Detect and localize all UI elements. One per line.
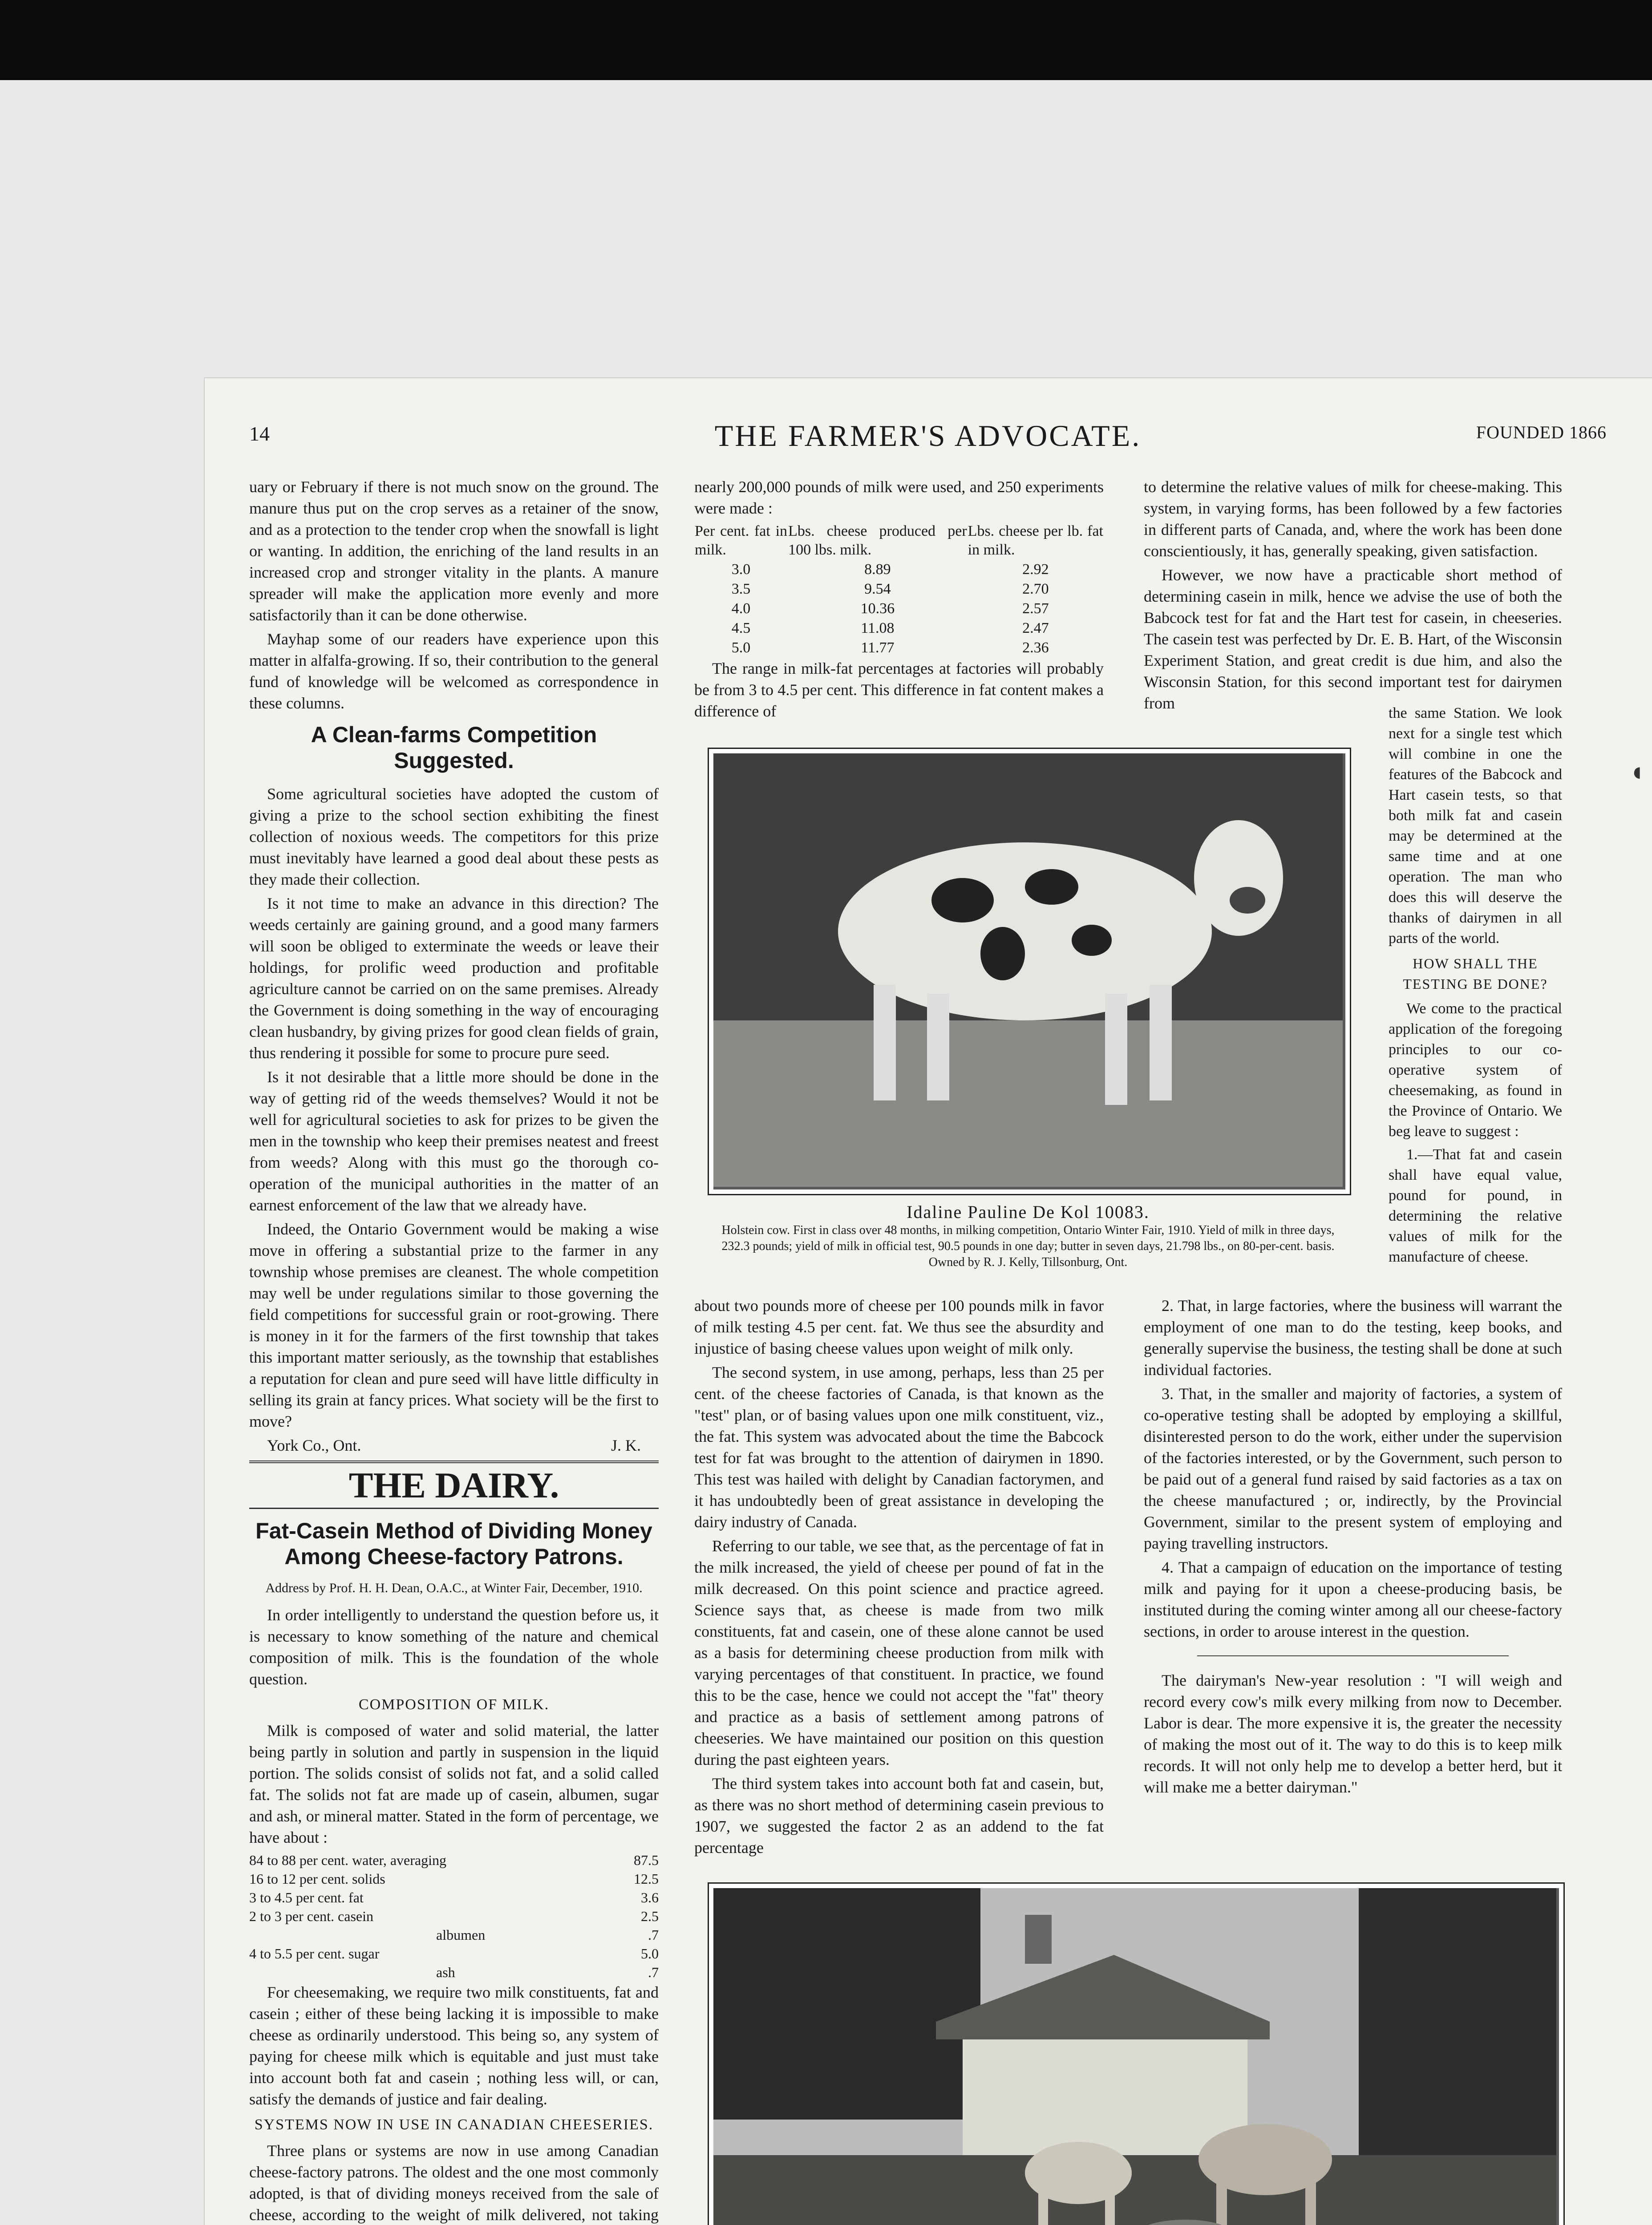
fat-casein-headline: Fat-Casein Method of Dividing Money Among Cheese-factory Patrons. [255,1518,652,1569]
page-number: 14 [249,422,270,445]
paragraph: Is it not desirable that a little more should be done in the way of getting rid of the weeds themselves? Would it not be well for agricultural societies to ask for prizes to be given the men in the township who keep their premises neatest and freest from weeds? Along with this must go the thorough co-operation of the municipal authorities in the matter of an earnest enforcement of the law that we already have. [249,1068,659,1214]
paragraph: to determine the relative values of milk for cheese-making. This system, in varying forms, has been followed by a few factories in different parts of Canada, and, where the work has been done conscientiously, it has, generally speaking, given satisfaction. [1144,478,1562,560]
paragraph: 2. That, in large factories, where the business will warrant the employment of one man to do the testing, keep books, and generally supervise the business, the testing shall be done at such individual factories. [1144,1297,1562,1379]
column-2-continued [694,1295,1104,1861]
paragraph: uary or February if there is not much snow on the ground. The manure thus put on the crop serves as a retainer of the snow, and as a protection to the tender crop when the snowfall is light or wanting. In addition, the enriching of the land results in an increased crop and stronger vitality in the plants. A manure spreader will make the application more evenly and more satisfactorily than it can be done otherwise. [249,478,659,624]
composition-row: 4 to 5.5 per cent. sugar 5.0 [249,1946,659,1962]
column-3-top [1144,476,1562,716]
composition-row: 16 to 12 per cent. solids 12.5 [249,1871,659,1887]
masthead-title: THE FARMER'S ADVOCATE. [714,419,1142,453]
composition-row: 84 to 88 per cent. water, averaging 87.5 [249,1852,659,1868]
page-header [249,414,1607,467]
systems-heading: SYSTEMS NOW IN USE IN CANADIAN CHEESERIES. [254,2116,654,2133]
photo1-title: Idaline Pauline De Kol 10083. [907,1202,1150,1222]
paragraph: nearly 200,000 pounds of milk were used, and 250 experiments were made : [694,478,1104,517]
paragraph: Some agricultural societies have adopted the custom of giving a prize to the school section exhibiting the finest collection of noxious weeds. The competitors for this prize must inevitably have learned a good deal about these pests as they made their collection. [249,785,659,888]
table-header: Per cent. fat in milk. [695,523,788,558]
paragraph: 4. That a campaign of education on the importance of testing milk and paying for it upon a cheese-producing basis, be instituted during the coming winter among all our cheese-factory sections, in order to arouse interest in the question. [1144,1558,1562,1640]
paragraph: 1.—That fat and casein shall have equal value, pound for pound, in determining the relative values of milk for the manufacture of cheese. [1389,1146,1562,1265]
paragraph: In order intelligently to understand the question before us, it is necessary to know something of the nature and chemical composition of milk. This is the foundation of the whole question. [249,1606,659,1688]
holstein-cow-photo [708,748,1351,1195]
paragraph: Milk is composed of water and solid material, the latter being partly in solution and partly in suspension in the liquid portion. The solids consist of solids not fat, and a solid called fat. The solids not fat are made up of casein, albumen, sugar and ash, or mineral matter. Stated in the form of percentage, we have about : [249,1722,659,1846]
address-byline: Address by Prof. H. H. Dean, O.A.C., at Winter Fair, December, 1910. [265,1581,643,1595]
founded-line: FOUNDED 1866 [1476,422,1607,442]
composition-row: 2 to 3 per cent. casein 2.5 [249,1908,659,1924]
table-row: 5.0 11.77 2.36 [731,639,1049,656]
table-header: Lbs. cheese per lb. fat in milk. [968,523,1103,558]
composition-row: albumen .7 [436,1927,659,1943]
paragraph: Is it not time to make an advance in this direction? The weeds certainly are gaining ground, and a good many farmers will soon be obliged to exterminate the weeds or leave their holdings, for prolific weed production and profitable agriculture cannot be carried on on the same premises. Already the Government is doing something in the way of encouraging clean husbandry, by giving prizes for good clean fields of grain, thus rendering it possible for some to procure pure seed. [249,894,659,1062]
column-2-top [694,476,1104,724]
column-3-narrow [1389,703,1562,1270]
clean-farms-headline: A Clean-farms Competition Suggested. [311,722,597,773]
column-3-continued [1144,1295,1562,1800]
photo1-caption [708,1202,1348,1270]
paragraph: Mayhap some of our readers have experience upon this matter in alfalfa-growing. If so, their contribution to the general fund of knowledge will be welcomed as correspondence in these columns. [249,630,659,712]
jersey-jewels-photo [708,1882,1565,2225]
signature-initials: J. K. [611,1436,641,1454]
paragraph: The dairyman's New-year resolution : "I will weigh and record every cow's milk every milking from now to December. Labor is dear. The more expensive it is, the greater the necessity of making the most out of it. The way to do this is to keep milk records. It will not only help me to develop a better herd, but it will make me a better dairyman." [1144,1671,1562,1796]
photo1-caption-text: Holstein cow. First in class over 48 months, in milking competition, Ontario Winter Fair, 1910. Yield of milk in three days, 232.3 pounds; yield of milk in official test, 90.5 pounds in one day; butter in seven days, 21.798 lbs., on 80-per-cent. basis. Owned by R. J. Kelly, Tillsonburg, Ont. [721,1223,1335,1269]
newspaper-page [205,378,1652,2225]
edge-artifact: ◖ [1629,757,1645,786]
composition-table [249,1851,659,1982]
paragraph: We come to the practical application of the foregoing principles to our co-operative system of cheesemaking, as found in the Province of Ontario. We beg leave to suggest : [1389,1000,1562,1140]
cheese-yield-table [694,522,1104,658]
column-1 [249,476,659,2225]
table-row: 3.5 9.54 2.70 [731,581,1049,597]
composition-heading: COMPOSITION OF MILK. [358,1696,550,1713]
how-testing-heading: HOW SHALL THE TESTING BE DONE? [1403,955,1548,992]
paragraph: 3. That, in the smaller and majority of factories, a system of co-operative testing shall be adopted by employing a skillful, disinterested person to do the work, either under the supervision of the factories interested, or by the Government, such person to be paid out of a general fund raised by said factories as a tax on the cheese manufactured ; or, indirectly, by the Provincial Government, similar to the present system of employing and paying travelling instructors. [1144,1385,1562,1552]
composition-row: 3 to 4.5 per cent. fat 3.6 [249,1889,659,1905]
paragraph: For cheesemaking, we require two milk constituents, fat and casein ; either of these being lacking it is impossible to make cheese as ordinarily understood. This being so, any system of paying for cheese milk which is equitable and just must take into account both fat and casein ; nothing less will, or can, satisfy the demands of justice and fair dealing. [249,1983,659,2108]
table-row: 4.5 11.08 2.47 [731,620,1049,636]
signature-place: York Co., Ont. [267,1436,361,1454]
paragraph: The third system takes into account both fat and casein, but, as there was no short method of determining casein previous to 1907, we suggested the factor 2 as an addend to the fat percentage [694,1775,1104,1857]
paragraph: However, we now have a practicable short method of determining casein in milk, hence we advise the use of both the Babcock test for fat and the Hart test for casein, in cheeseries. The casein test was perfected by Dr. E. B. Hart, of the Wisconsin Experiment Station, and great credit is due him, and also the Wisconsin Station, for this second important test for dairymen from [1144,566,1562,712]
paragraph: The range in milk-fat percentages at factories will probably be from 3 to 4.5 per cent. This difference in fat content makes a difference of [694,659,1104,720]
paragraph: the same Station. We look next for a single test which will combine in one the features of the Babcock and Hart casein tests, so that both milk fat and casein may be determined at the same time and at one operation. The man who does this will deserve the thanks of dairymen in all parts of the world. [1389,705,1562,947]
paragraph: Indeed, the Ontario Government would be making a wise move in offering a substantial prize to the farmer in any township whose premises are cleanest. The whole competition may well be under regulations similar to those governing the field competitions for successful grain or root-growing. There is money in it for the farmers of the first township that takes this important matter seriously, as the township that establishes a reputation for clean and pure seed will have little difficulty in selling its grain at fancy prices. What society will be the first to move? [249,1220,659,1430]
paragraph: Three plans or systems are now in use among Canadian cheese-factory patrons. The oldest and the one most commonly adopted, is that of dividing moneys received from the sale of cheese, according to the weight of milk delivered, not taking [249,2142,659,2224]
paragraph: about two pounds more of cheese per 100 pounds milk in favor of milk testing 4.5 per cent. fat. We thus see the absurdity and injustice of basing cheese values upon weight of milk only. [694,1297,1104,1357]
cottage-cattle-illustration [713,1888,1556,2225]
table-row: 3.0 8.89 2.92 [731,561,1049,578]
paragraph: The second system, in use among, perhaps, less than 25 per cent. of the cheese factories of Canada, is that known as the "test" plan, or of basing values upon one milk constituent, viz., the fat. This system was advocated about the time the Babcock test for fat was brought to the attention of dairymen in 1890. This test was hailed with delight by Canadian factorymen, and it has undoubtedly been of great assistance in developing the dairy industry of Canada. [694,1363,1104,1531]
table-row: 4.0 10.36 2.57 [731,600,1049,617]
table-header: Lbs. cheese produced per 100 lbs. milk. [788,523,967,558]
signature-line [249,1435,659,1456]
divider-rule [1197,1655,1509,1656]
composition-row: ash .7 [436,1964,659,1980]
section-banner-dairy: THE DAIRY. [249,1460,659,1509]
paragraph: Referring to our table, we see that, as the percentage of fat in the milk increased, the yield of cheese per pound of fat in the milk decreased. On this point science and practice agreed. Science says that, as cheese is made from two milk constituents, fat and casein, one of these alone cannot be used as a basis for determining cheese production from milk with varying percentages of that constituent. In practice, we found this to be the case, hence we could not accept the "fat" theory and practice as a basis of settlement among patrons of cheeseries. We have maintained our position on this question during the past eighteen years. [694,1537,1104,1768]
cow-illustration [713,753,1343,1187]
